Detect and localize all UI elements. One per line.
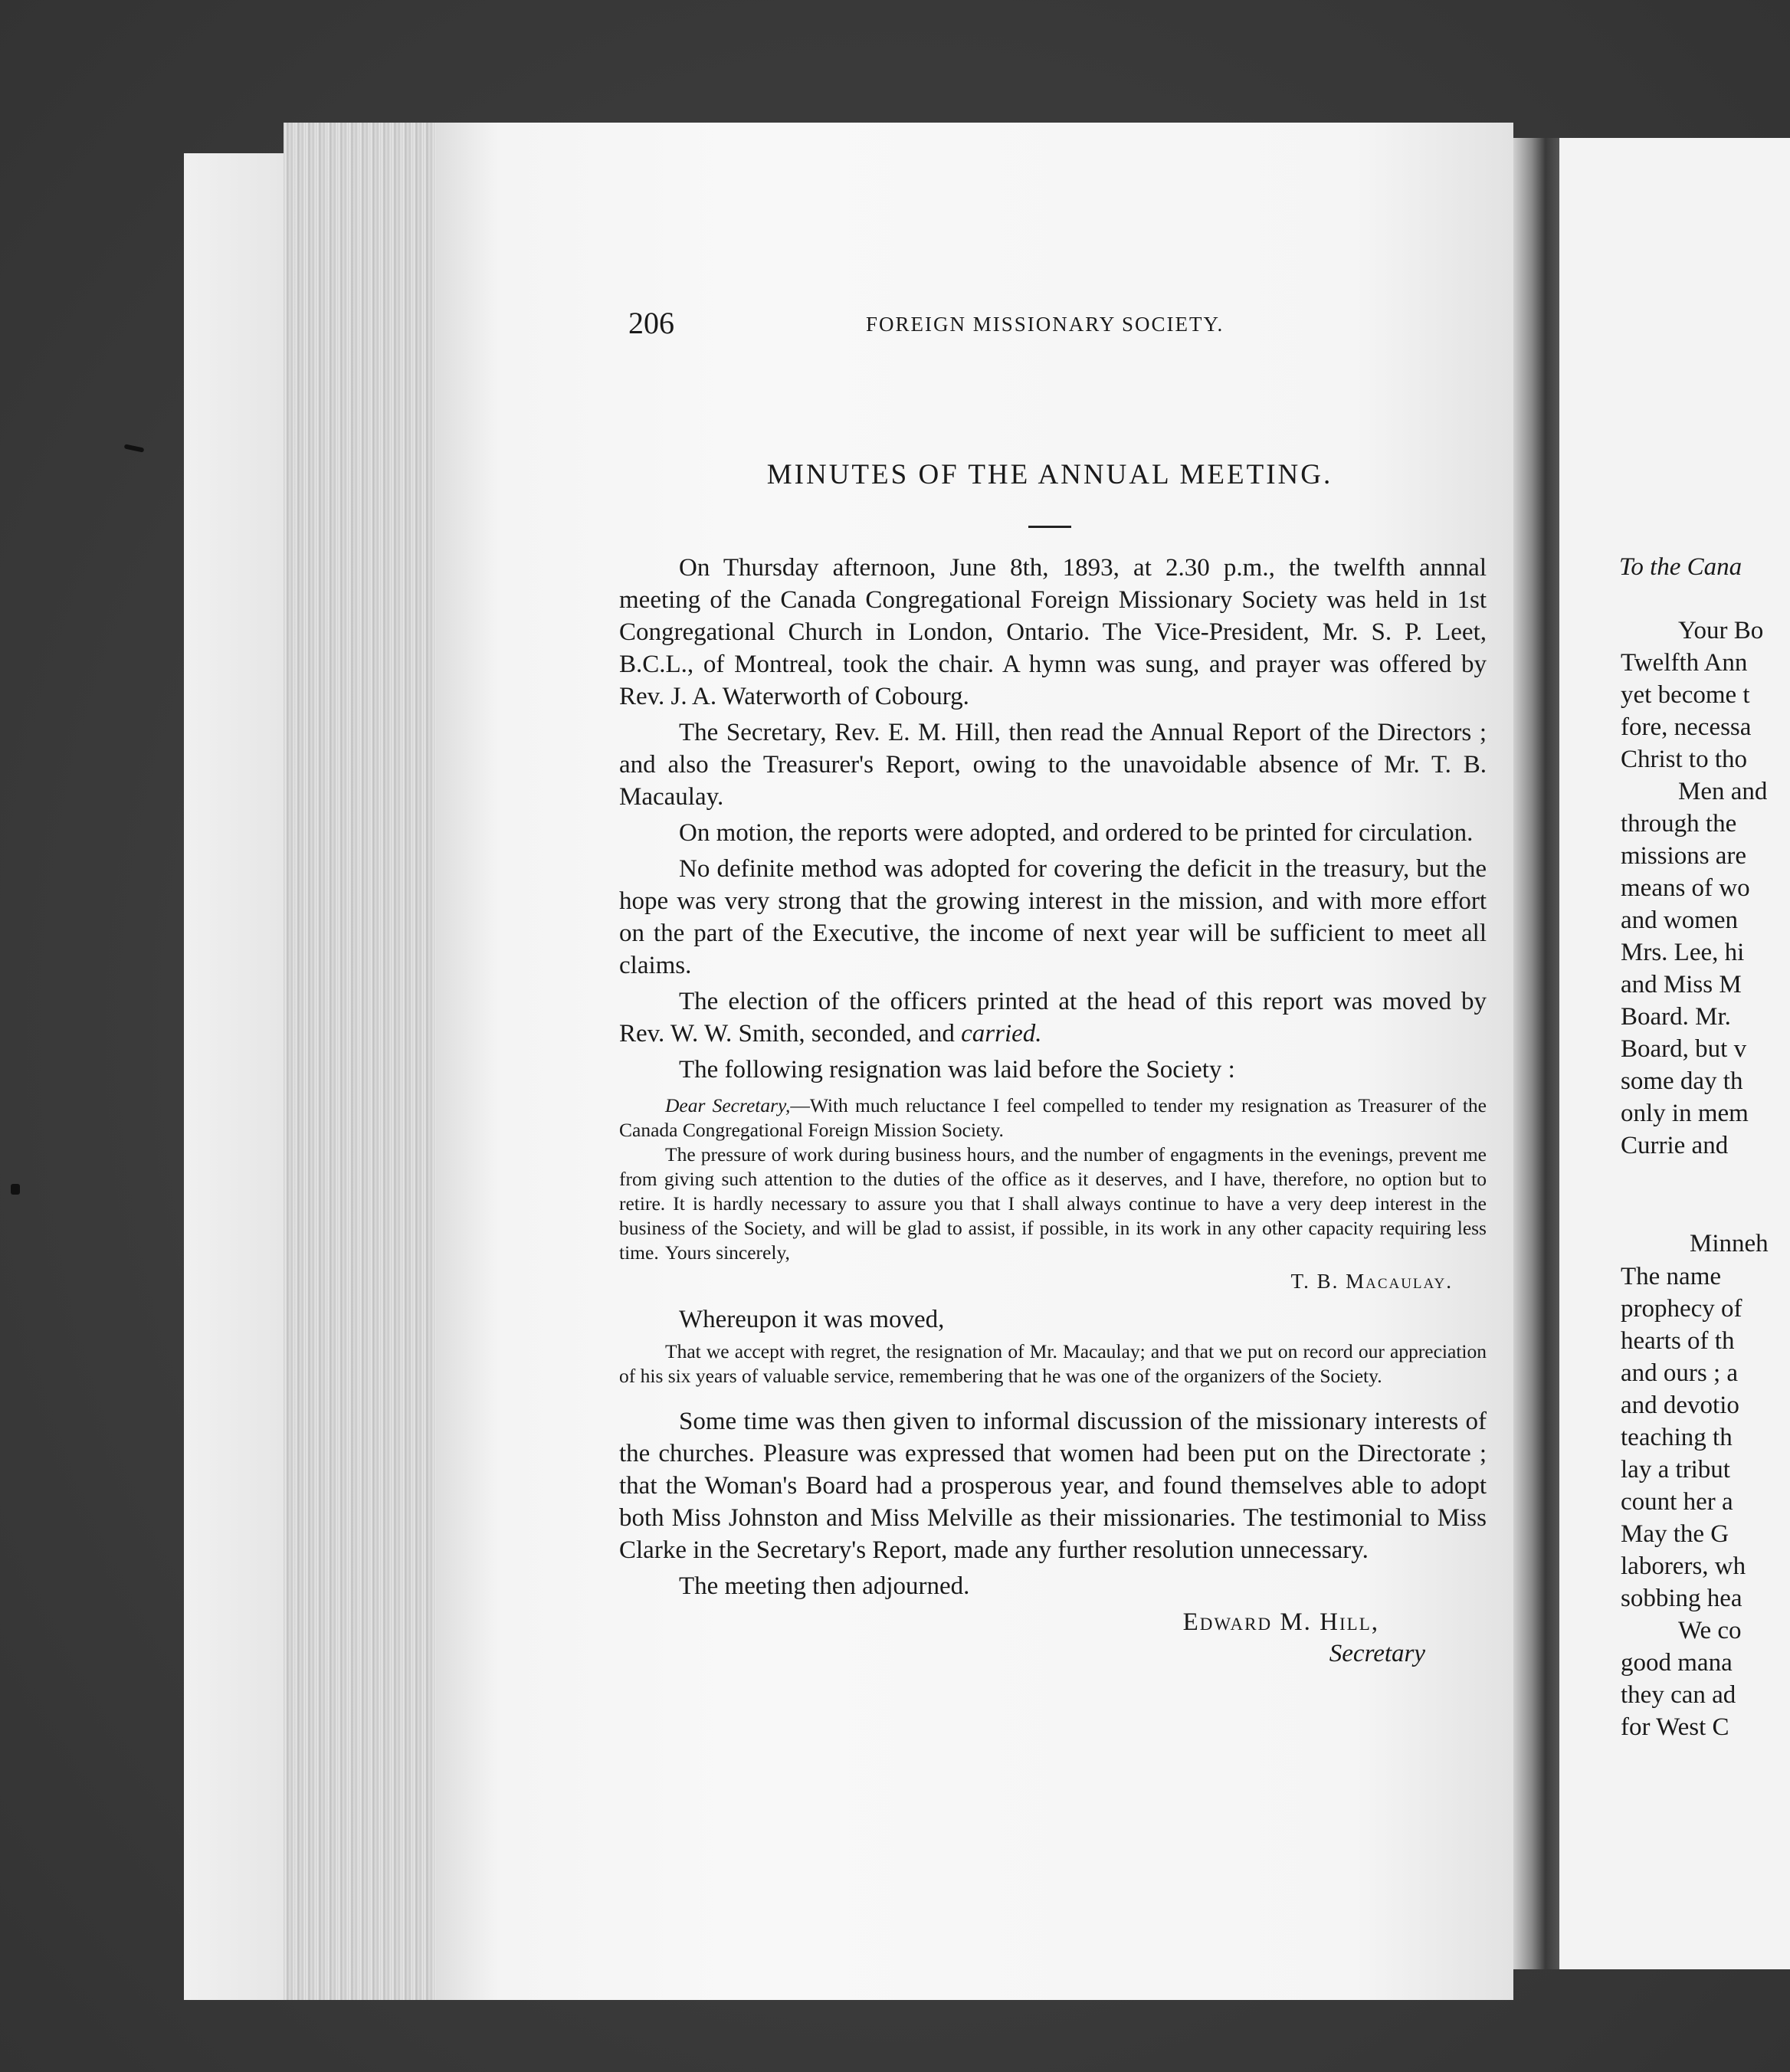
letter-closing: Yours sincerely, <box>665 1241 790 1264</box>
right-page-line: Mrs. Lee, hi <box>1621 939 1745 966</box>
right-page-line: Currie and <box>1621 1132 1729 1159</box>
right-page-line: sobbing hea <box>1621 1585 1742 1612</box>
right-page-line: May the G <box>1621 1520 1729 1548</box>
right-page-line: through the <box>1621 810 1737 838</box>
secretary-title: Secretary <box>1329 1640 1425 1667</box>
book-fore-edge <box>184 153 284 2000</box>
page-stack <box>284 123 437 2000</box>
right-page-line: Christ to tho <box>1621 746 1748 773</box>
right-page-line: and devotio <box>1621 1392 1739 1419</box>
paragraph-opening: On Thursday afternoon, June 8th, 1893, at 2.30 p.m., the twelfth annnal meeting of the Canada Congregational Foreign Missionary Society was held in 1st Congregational Church in London, Ontario. The Vice-President, Mr. S. P. Leet, B.C.L., of Montreal, took the chair. A hymn was sung, and prayer was offered by Rev. J. A. Waterworth of Cobourg. <box>619 554 1487 710</box>
right-page-line: means of wo <box>1621 874 1750 902</box>
title-rule <box>1028 526 1071 528</box>
right-page-line: some day th <box>1621 1067 1743 1095</box>
letter-paragraph-2: The pressure of work during business hours, and the number of engagments in the evenings, prevent me from giving such attention to the duties of the office as it deserves, and I have, therefore, no option but to retire. It is hardly necessary to assure you that I shall always continue to have a very deep interest in the business of the Society, and will be glad to assist, if possible, in its work in any other capacity requiring less time. <box>619 1143 1487 1264</box>
right-page-line: prophecy of <box>1621 1295 1742 1323</box>
right-page-line: Men and <box>1678 778 1768 805</box>
right-page-line: Twelfth Ann <box>1621 649 1748 677</box>
minutes-body <box>619 552 1487 1669</box>
right-page-line: fore, necessa <box>1621 713 1752 741</box>
book-gutter <box>1513 138 1559 1969</box>
paragraph-election <box>619 985 1487 1050</box>
letter-signature: T. B. Macaulay. <box>1290 1270 1453 1293</box>
secretary-name: Edward M. Hill, <box>1182 1608 1379 1636</box>
letter-paragraph-1 <box>619 1093 1487 1143</box>
election-text: The election of the officers printed at the head of this report was moved by Rev. W. W. Smith, seconded, and <box>619 988 1487 1047</box>
running-title: FOREIGN MISSIONARY SOCIETY. <box>866 313 1224 336</box>
right-page-line: Board. Mr. <box>1621 1003 1731 1031</box>
right-page-line: only in mem <box>1621 1100 1749 1127</box>
motion-text: That we accept with regret, the resignation of Mr. Macaulay; and that we put on record our appreciation of his six years of valuable service, remembering that he was one of the organizers of the Society. <box>619 1340 1487 1387</box>
right-page-line: and ours ; a <box>1621 1359 1739 1387</box>
right-page-line: teaching th <box>1621 1424 1733 1451</box>
right-page <box>1559 138 1790 1969</box>
scan-speck <box>11 1184 20 1195</box>
right-page-line: Board, but v <box>1621 1035 1747 1063</box>
page-number: 206 <box>628 306 674 340</box>
running-head <box>628 305 1487 351</box>
right-page-line: We co <box>1678 1617 1742 1644</box>
right-page-line: Minneh <box>1690 1230 1769 1257</box>
paragraph-resignation-intro: The following resignation was laid before the Society : <box>679 1056 1235 1084</box>
right-page-line: for West C <box>1621 1713 1729 1741</box>
right-page-line: laborers, wh <box>1621 1552 1746 1580</box>
right-page-line: To the Cana <box>1619 553 1742 581</box>
letter-salutation: Dear Secretary, <box>665 1094 791 1116</box>
right-page-line: count her a <box>1621 1488 1733 1516</box>
election-carried: carried. <box>961 1020 1042 1047</box>
paragraph-discussion: Some time was then given to informal discussion of the missionary interests of the churches. Pleasure was expressed that women had been put on the Directorate ; that the Woman's Board had a prosperous year, and found themselves able to adopt both Miss Johnston and Miss Melville as their missionaries. The testimonial to Miss Clarke in the Secretary's Report, made any further resolution unnecessary. <box>619 1408 1487 1564</box>
right-page-line: and Miss M <box>1621 971 1742 998</box>
resignation-letter <box>619 1093 1487 1265</box>
letter-text-1: —With much reluctance I feel compelled to tender my resignation as Treasurer of the Canada Congregational Foreign Mission Society. <box>619 1094 1487 1141</box>
paragraph-adjourned: The meeting then adjourned. <box>679 1572 970 1600</box>
right-page-line: lay a tribut <box>1621 1456 1730 1484</box>
right-page-line: missions are <box>1621 842 1747 870</box>
right-page-line: The name <box>1621 1263 1722 1290</box>
paragraph-reports: The Secretary, Rev. E. M. Hill, then read the Annual Report of the Directors ; and also the Treasurer's Report, owing to the unavoidable absence of Mr. T. B. Macaulay. <box>619 719 1487 811</box>
paragraph-whereupon: Whereupon it was moved, <box>679 1306 945 1333</box>
right-page-line: hearts of th <box>1621 1327 1735 1355</box>
right-page-line: good mana <box>1621 1649 1733 1677</box>
right-page-line: yet become t <box>1621 681 1750 709</box>
right-page-line: Your Bo <box>1678 617 1764 644</box>
paragraph-deficit: No definite method was adopted for covering the deficit in the treasury, but the hope was very strong that the growing interest in the mission, and with more effort on the part of the Executive, the income of next year will be sufficient to meet all claims. <box>619 855 1487 979</box>
section-title: MINUTES OF THE ANNUAL MEETING. <box>766 459 1333 490</box>
right-page-line: they can ad <box>1621 1681 1736 1709</box>
right-page-line: and women <box>1621 906 1739 934</box>
paragraph-motion: On motion, the reports were adopted, and ordered to be printed for circulation. <box>679 819 1474 847</box>
